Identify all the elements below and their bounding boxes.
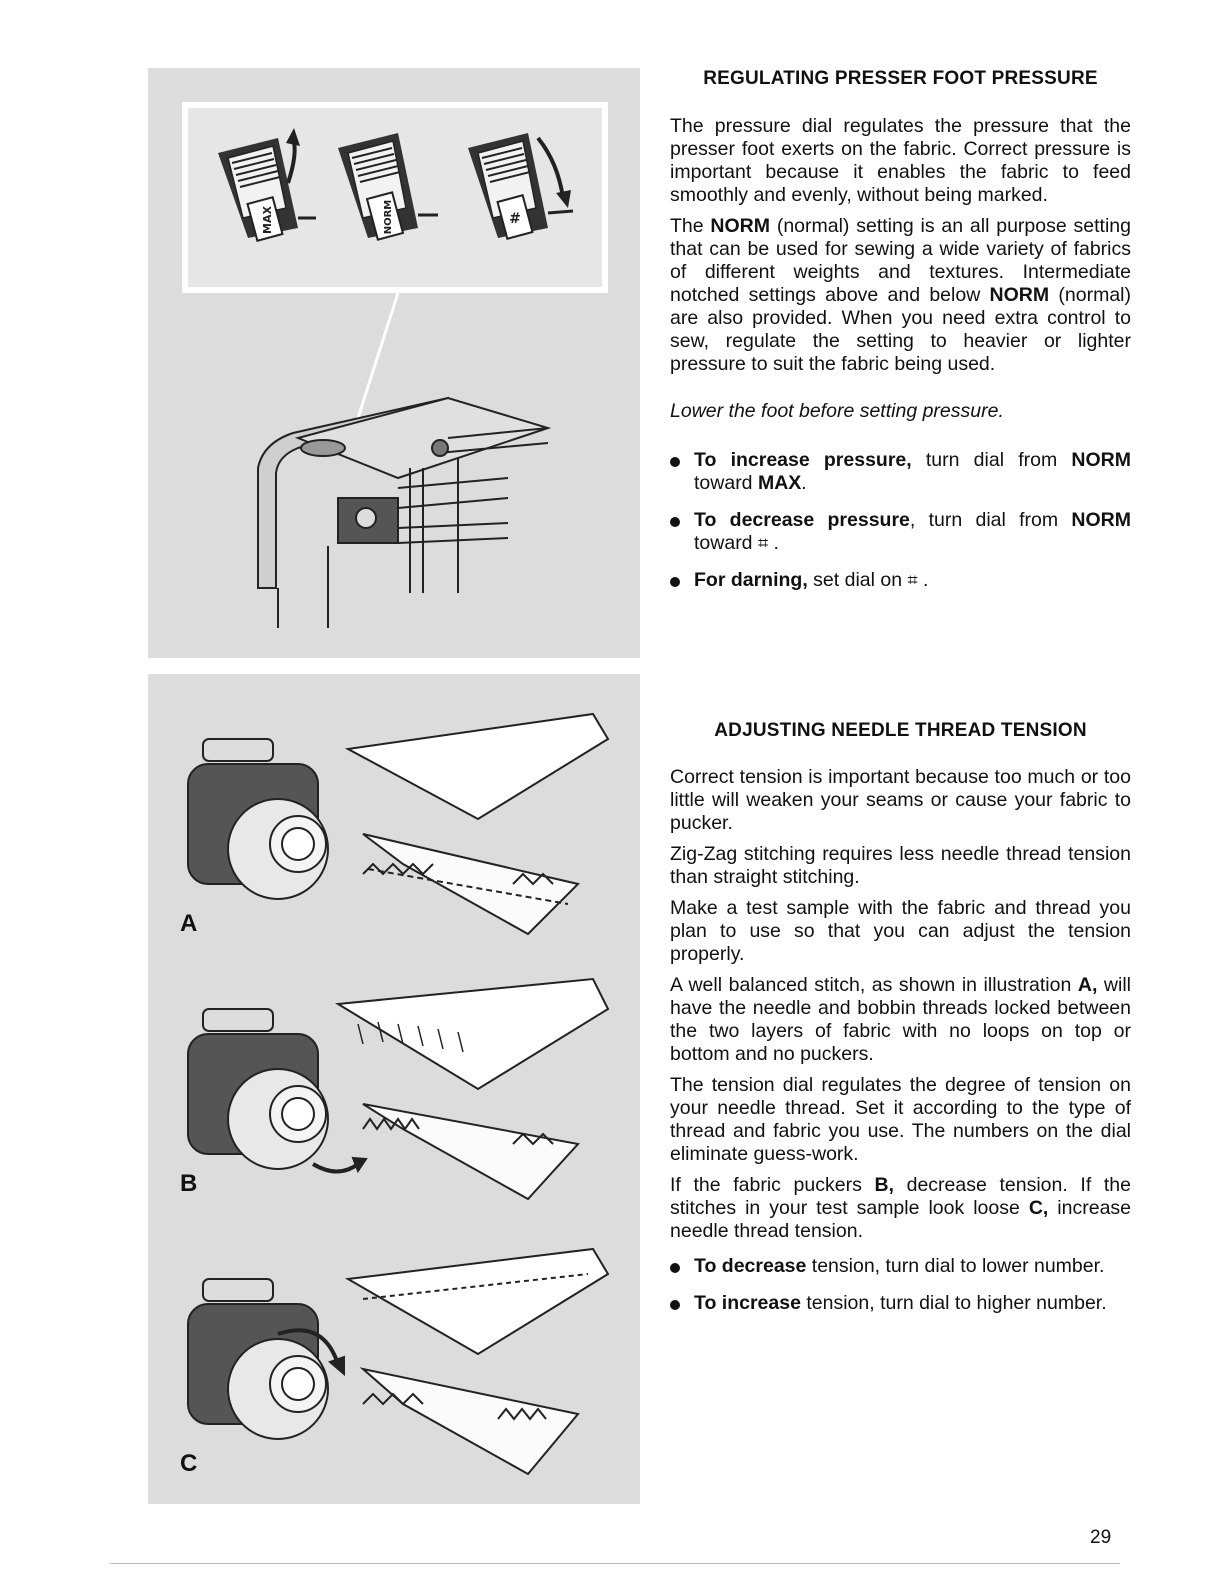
paragraph: Make a test sample with the fabric and thread you plan to use so that you can adjust the tension properly. bbox=[670, 897, 1131, 965]
paragraph: Correct tension is important because too much or too little will weaken your seams or cause your fabric to pucker. bbox=[670, 766, 1131, 834]
section-title-presser-foot: REGULATING PRESSER FOOT PRESSURE bbox=[703, 68, 1098, 89]
divider bbox=[110, 1563, 1120, 1564]
illustration-label-a: A bbox=[180, 910, 198, 937]
sewing-machine-head-icon bbox=[258, 398, 548, 628]
section-thread-tension bbox=[670, 720, 1131, 1329]
note-lower-foot: Lower the foot before setting pressure. bbox=[670, 400, 1004, 422]
dial-label-max: MAX bbox=[261, 206, 274, 234]
tension-dial-illustration bbox=[148, 674, 640, 1504]
fabric-sample-c-icon bbox=[348, 1249, 608, 1474]
section-title-thread-tension: ADJUSTING NEEDLE THREAD TENSION bbox=[714, 720, 1087, 741]
darning-symbol-icon: ⌗ bbox=[907, 570, 918, 591]
tension-dial-a-icon bbox=[188, 739, 328, 899]
tension-dial-b-icon bbox=[188, 1009, 366, 1172]
illustration-label-b: B bbox=[180, 1170, 198, 1197]
dial-label-darning: # bbox=[509, 211, 521, 227]
darning-symbol-icon: ⌗ bbox=[757, 533, 769, 554]
paragraph: Zig-Zag stitching requires less needle thread tension than straight stitching. bbox=[670, 843, 1131, 888]
dial-label-norm: NORM bbox=[383, 199, 394, 235]
tension-dial-c-icon bbox=[188, 1279, 344, 1439]
fabric-sample-a-icon bbox=[348, 714, 608, 934]
paragraph: The pressure dial regulates the pressure that the presser foot exerts on the fabric. Correct pressure is important because it enables the fabric to feed smoothly and evenly, without being marked. bbox=[670, 115, 1131, 206]
pressure-dial-illustration bbox=[148, 68, 640, 658]
list-item: For darning, set dial on ⌗ . bbox=[670, 569, 1131, 592]
paragraph: The NORM (normal) setting is an all purpose setting that can be used for sewing a wide variety of fabrics of different weights and textures. Intermediate notched settings above and below NORM (normal) are also provided. When you need extra control to sew, regulate the setting to heavier or lighter pressure to suit the fabric being used. bbox=[670, 215, 1131, 375]
paragraph: A well balanced stitch, as shown in illustration A, will have the needle and bobbin threads locked between the two layers of fabric with no loops on top or bottom and no puckers. bbox=[670, 974, 1131, 1065]
paragraph: The tension dial regulates the degree of tension on your needle thread. Set it according to the type of thread and fabric you use. The numbers on the dial eliminate guess-work. bbox=[670, 1074, 1131, 1165]
illustration-label-c: C bbox=[180, 1450, 198, 1477]
list-item: To increase tension, turn dial to higher number. bbox=[670, 1292, 1131, 1315]
list-item: To decrease tension, turn dial to lower number. bbox=[670, 1255, 1131, 1278]
list-item: To increase pressure, turn dial from NORM toward MAX. bbox=[670, 449, 1131, 495]
page-number: 29 bbox=[1090, 1527, 1112, 1548]
list-item: To decrease pressure, turn dial from NORM toward ⌗ . bbox=[670, 509, 1131, 555]
section-presser-foot bbox=[670, 68, 1131, 606]
paragraph: If the fabric puckers B, decrease tension. If the stitches in your test sample look loose C, increase needle thread tension. bbox=[670, 1174, 1132, 1242]
fabric-sample-b-icon bbox=[338, 979, 608, 1199]
